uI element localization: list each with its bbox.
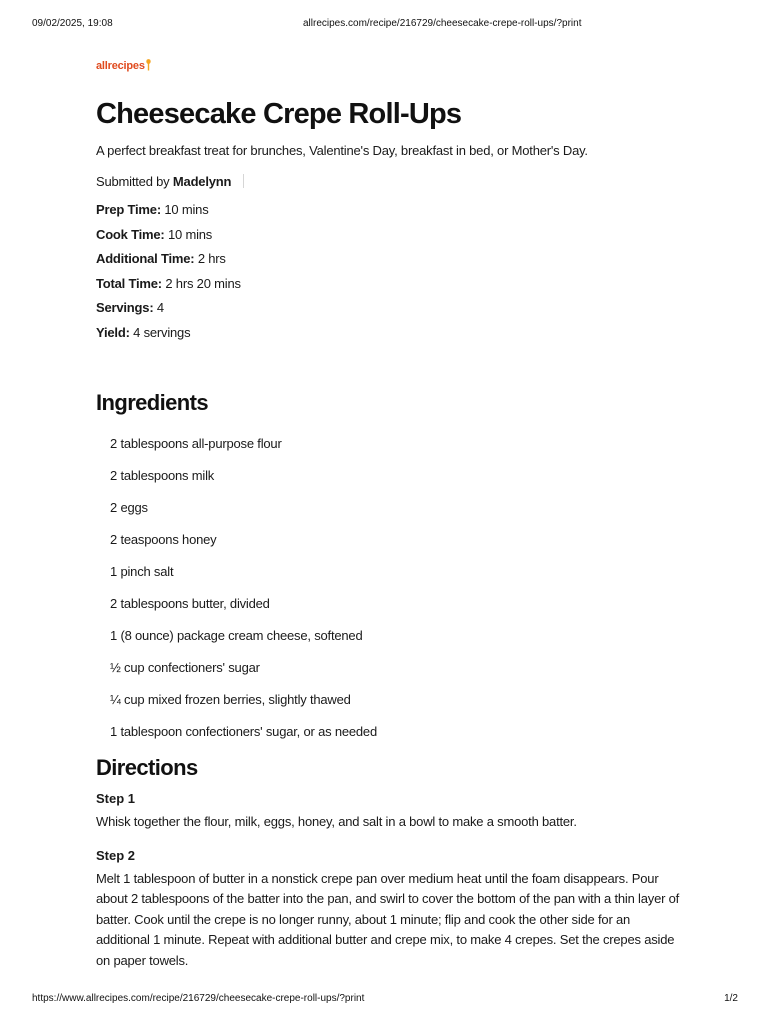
meta-label: Servings: (96, 300, 154, 315)
print-datetime: 09/02/2025, 19:08 (32, 18, 113, 29)
print-url: allrecipes.com/recipe/216729/cheesecake-crepe-roll-ups/?print (303, 18, 582, 29)
meta-label: Cook Time: (96, 226, 165, 242)
ingredients-list (96, 428, 696, 748)
ingredient-item: 2 tablespoons butter, divided (110, 596, 270, 611)
meta-label: Total Time: (96, 275, 162, 291)
spoon-icon (146, 59, 151, 74)
meta-value: 10 mins (164, 202, 209, 217)
meta-value: 4 servings (133, 324, 191, 340)
meta-value: 2 hrs 20 mins (165, 275, 241, 291)
divider (243, 174, 244, 188)
step-text: Melt 1 tablespoon of butter in a nonstick crepe pan over medium heat until the foam disappears. Pour about 2 tablespoons of the batter into the pan, and swirl to cover the bottom of the pan with a thin layer of batter. Cook until the crepe is no longer runny, about 1 minute; flip and cook the other side for an additional 1 minute. Repeat with additional butter and crepe mix, to make 4 crepes. Set the crepes aside on paper towels. (96, 870, 680, 968)
ingredients-heading: Ingredients (96, 390, 208, 415)
ingredient-item: 2 eggs (110, 500, 148, 515)
meta-label: Prep Time: (96, 202, 161, 217)
ingredient-item: 1 pinch salt (110, 564, 174, 579)
meta-yield (96, 321, 696, 346)
ingredient-item: 2 tablespoons all-purpose flour (110, 436, 282, 451)
allrecipes-logo[interactable] (96, 58, 151, 74)
logo-text: allrecipes (96, 60, 145, 72)
step-text: Whisk together the flour, milk, eggs, honey, and salt in a bowl to make a smooth batter. (96, 814, 577, 829)
meta-total-time (96, 272, 696, 297)
footer-url: https://www.allrecipes.com/recipe/216729/cheesecake-crepe-roll-ups/?print (32, 993, 365, 1004)
meta-value: 2 hrs (197, 251, 226, 266)
author-link[interactable]: Madelynn (172, 174, 232, 189)
recipe-meta (96, 198, 696, 345)
ingredient-item: ½ cup confectioners' sugar (110, 660, 260, 675)
meta-prep-time (96, 198, 696, 223)
recipe-description: A perfect breakfast treat for brunches, Valentine's Day, breakfast in bed, or Mother's Day. (96, 143, 588, 158)
meta-servings (96, 296, 696, 321)
direction-step (96, 847, 696, 972)
ingredient-item: 1 tablespoon confectioners' sugar, or as needed (110, 724, 377, 739)
ingredient-item: 2 teaspoons honey (110, 532, 217, 547)
meta-label: Additional Time: (96, 251, 195, 266)
submitted-prefix: Submitted by (96, 174, 170, 189)
meta-cook-time (96, 223, 696, 248)
ingredient-item: 2 tablespoons milk (110, 468, 215, 483)
meta-additional-time (96, 247, 696, 272)
directions-heading: Directions (96, 755, 198, 780)
meta-value: 4 (156, 300, 164, 315)
direction-step (96, 790, 696, 833)
step-label: Step 2 (96, 847, 136, 863)
ingredient-item: ¼ cup mixed frozen berries, slightly thawed (110, 692, 351, 707)
page-number: 1/2 (724, 993, 738, 1004)
submitted-by (96, 173, 696, 191)
recipe-title: Cheesecake Crepe Roll-Ups (96, 98, 462, 130)
recipe-content (96, 56, 696, 971)
step-label: Step 1 (96, 791, 136, 806)
meta-label: Yield: (96, 324, 130, 340)
meta-value: 10 mins (167, 226, 213, 242)
ingredient-item: 1 (8 ounce) package cream cheese, softened (110, 628, 363, 643)
